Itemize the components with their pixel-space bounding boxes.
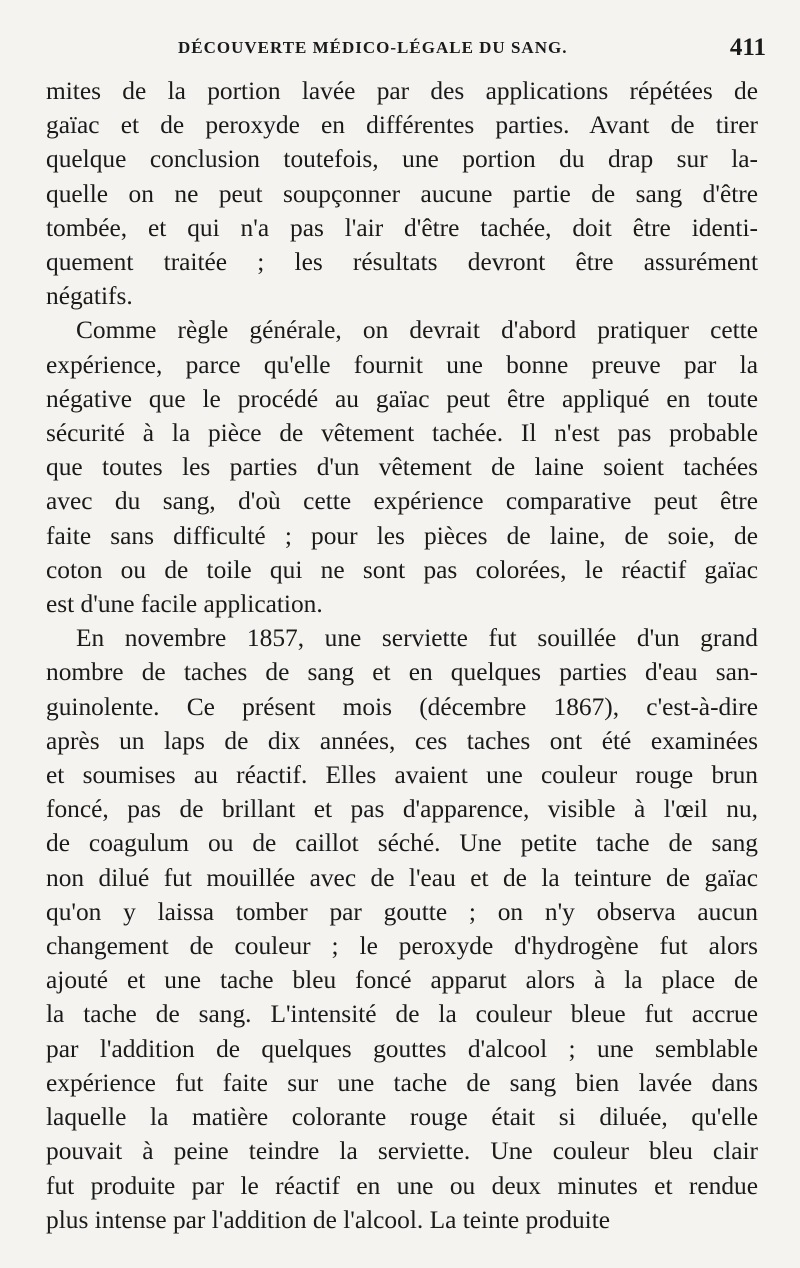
text-line: que toutes les parties d'un vêtement de laine soient tachées: [46, 453, 758, 482]
text-line: foncé, pas de brillant et pas d'apparence, visible à l'œil nu,: [46, 795, 758, 824]
text-line: Comme règle générale, on devrait d'abord pratiquer cette: [76, 316, 758, 345]
text-line: la tache de sang. L'intensité de la couleur bleue fut accrue: [46, 1000, 758, 1029]
text-line: mites de la portion lavée par des applications répétées de: [46, 77, 758, 105]
running-head: [46, 34, 766, 74]
text-line: après un laps de dix années, ces taches ont été examinées: [46, 726, 758, 755]
text-line: quement traitée ; les résultats devront être assurément: [46, 248, 758, 277]
running-title: DÉCOUVERTE MÉDICO-LÉGALE DU SANG.: [178, 38, 568, 57]
text-line: est d'une facile application.: [46, 590, 323, 619]
text-line: et soumises au réactif. Elles avaient une couleur rouge brun: [46, 761, 758, 790]
text-line: nombre de taches de sang et en quelques parties d'eau san-: [46, 658, 758, 687]
body-text: [46, 74, 758, 1237]
text-line: plus intense par l'addition de l'alcool. La teinte produite: [46, 1205, 611, 1234]
text-line: fut produite par le réactif en une ou deux minutes et rendue: [46, 1171, 758, 1200]
text-line: gaïac et de peroxyde en différentes parties. Avant de tirer: [46, 111, 758, 140]
paragraph: [46, 313, 758, 621]
text-line: coton ou de toile qui ne sont pas colorées, le réactif gaïac: [46, 555, 758, 584]
text-line: En novembre 1857, une serviette fut souillée d'un grand: [76, 624, 758, 653]
text-line: quelle on ne peut soupçonner aucune partie de sang d'être: [46, 179, 758, 208]
page-number: 411: [729, 34, 766, 61]
text-line: faite sans difficulté ; pour les pièces de laine, de soie, de: [46, 521, 758, 550]
text-line: expérience fut faite sur une tache de sang bien lavée dans: [46, 1068, 758, 1097]
text-line: qu'on y laissa tomber par goutte ; on n'y observa aucun: [46, 897, 758, 926]
paragraph: [46, 621, 758, 1237]
text-line: avec du sang, d'où cette expérience comparative peut être: [46, 487, 758, 516]
paragraph: [46, 74, 758, 313]
text-line: laquelle la matière colorante rouge était si diluée, qu'elle: [46, 1103, 758, 1132]
text-line: négatifs.: [46, 282, 133, 311]
text-line: non dilué fut mouillée avec de l'eau et de la teinture de gaïac: [46, 863, 758, 892]
text-line: sécurité à la pièce de vêtement tachée. Il n'est pas probable: [46, 419, 758, 448]
text-line: par l'addition de quelques gouttes d'alcool ; une semblable: [46, 1034, 758, 1063]
text-line: tombée, et qui n'a pas l'air d'être tachée, doit être identi-: [46, 213, 758, 242]
text-line: ajouté et une tache bleu foncé apparut alors à la place de: [46, 966, 758, 995]
text-line: négative que le procédé au gaïac peut être appliqué en toute: [46, 384, 758, 413]
text-line: quelque conclusion toutefois, une portion du drap sur la-: [46, 145, 758, 174]
text-line: guinolente. Ce présent mois (décembre 1867), c'est-à-dire: [46, 692, 758, 721]
text-line: de coagulum ou de caillot séché. Une petite tache de sang: [46, 829, 758, 858]
text-line: pouvait à peine teindre la serviette. Une couleur bleu clair: [46, 1137, 758, 1166]
text-line: changement de couleur ; le peroxyde d'hydrogène fut alors: [46, 932, 758, 961]
text-line: expérience, parce qu'elle fournit une bonne preuve par la: [46, 350, 758, 379]
